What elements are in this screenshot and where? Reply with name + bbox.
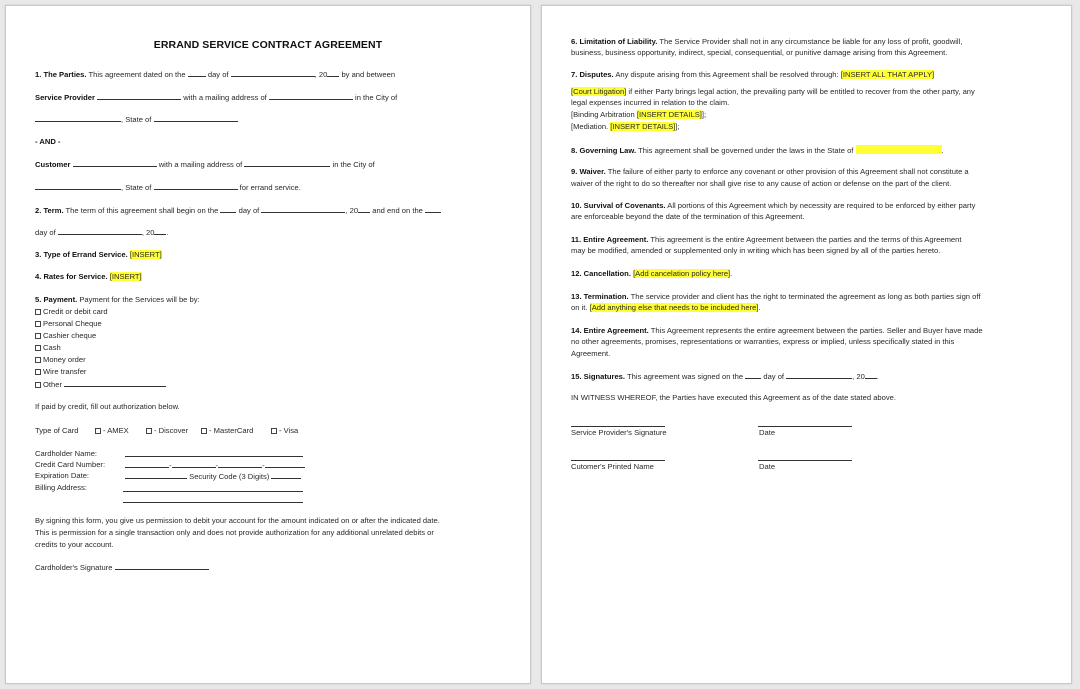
signatures-heading: 15. Signatures. [571,372,626,381]
security-code-label: Security Code (3 Digits) [189,472,270,481]
term-end-day-blank[interactable] [425,205,441,213]
provider-date-blank[interactable] [758,426,852,427]
billing-address-blank-1[interactable] [123,491,303,492]
provider-city-blank[interactable] [35,114,121,122]
survival-line-1: 10. Survival of Covenants. All portions of this Agreement which by necessity are required to be enforced by either party [571,201,976,210]
survival-heading: 10. Survival of Covenants. [571,201,666,210]
page-left [5,5,531,684]
cancellation-heading: 12. Cancellation. [571,269,631,278]
court-litigation-line: [Court Litigation] if either Party brings legal action, the prevailing party will be entitled to recover from the other party, any [571,87,975,96]
disputes-insert-placeholder[interactable]: [INSERT ALL THAT APPLY] [840,70,935,79]
card-type-discover[interactable]: - Discover [146,426,188,436]
signed-day-blank[interactable] [745,371,761,379]
cardholder-signature-line [35,562,209,573]
billing-address-label: Billing Address: [35,483,87,492]
customer-city-blank[interactable] [35,182,121,190]
cardholder-signature-blank[interactable] [115,562,209,570]
term-start-month-blank[interactable] [261,205,345,213]
card-number-blank[interactable]: - - - [125,460,305,471]
rates-line [35,272,142,282]
mediation-insert-placeholder[interactable]: [INSERT DETAILS] [610,122,676,131]
security-code-blank[interactable] [271,471,301,479]
checkbox-icon[interactable] [35,309,41,315]
payment-line: 5. Payment. Payment for the Services will be by: [35,295,200,304]
checkbox-icon[interactable] [35,321,41,327]
disputes-heading: 7. Disputes. [571,70,614,79]
year-blank[interactable] [327,69,339,77]
checkbox-icon[interactable] [35,345,41,351]
cardholder-name-label: Cardholder Name: [35,449,98,458]
provider-date-label: Date [759,428,776,437]
term-line-1: 2. Term. The term of this agreement shall begin on the day of , 20 and end on the [35,205,441,216]
court-litigation-line-2: legal expenses incurred in relation to the claim. [571,98,730,107]
authorization-line-1: By signing this form, you give us permission to debit your account for the amount indicated on or after the indicated date. [35,516,440,525]
expiration-blank[interactable] [125,471,187,479]
entire-agreement-2-line-1: 14. Entire Agreement. This Agreement represents the entire agreement between the parties. Seller and Buyer have made [571,326,983,335]
checkbox-icon[interactable] [146,428,152,434]
customer-date-blank[interactable] [758,460,852,461]
authorization-line-2: This is permission for a single transaction only and does not provide authorization for any additional unrelated debits or [35,528,434,537]
document-title: ERRAND SERVICE CONTRACT AGREEMENT [153,39,383,51]
witness-statement: IN WITNESS WHEREOF, the Parties have executed this Agreement as of the date stated above. [571,393,896,402]
parties-line-1: 1. The Parties. This agreement dated on the day of , 20 by and between [35,70,396,79]
payment-option[interactable]: Wire transfer [35,367,86,377]
type-of-service-line [35,250,162,260]
binding-arbitration-line: [Binding Arbitration [INSERT DETAILS]]; [571,110,707,119]
state-highlight-blank[interactable] [856,145,942,154]
provider-name-blank[interactable] [97,92,181,100]
signatures-line: 15. Signatures. This agreement was signed on the day of , 20 . [571,372,879,381]
governing-law-line: 8. Governing Law. This agreement shall be governed under the laws in the State of . [571,146,944,155]
customer-address-blank[interactable] [244,159,330,167]
rates-insert-placeholder[interactable]: [INSERT] [109,272,142,281]
termination-line-2: on it. [Add anything else that needs to be included here]. [571,303,761,312]
provider-address-blank[interactable] [269,92,353,100]
customer-label: Customer [35,160,71,169]
checkbox-icon[interactable] [271,428,277,434]
entire-agreement-2-heading: 14. Entire Agreement. [571,326,649,335]
cardholder-name-blank[interactable] [125,456,303,457]
payment-option[interactable]: Cashier cheque [35,331,96,341]
expiration-row [125,471,301,482]
court-litigation-placeholder[interactable]: [Court Litigation] [571,87,627,96]
parties-heading: 1. The Parties. [35,70,87,79]
entire-agreement-line-1: 11. Entire Agreement. This agreement is the entire Agreement between the parties and the terms of this Agreement [571,235,962,244]
card-type-mastercard[interactable]: - MasterCard [201,426,253,436]
credit-note: If paid by credit, fill out authorization below. [35,402,180,411]
checkbox-icon[interactable] [35,357,41,363]
customer-state-blank[interactable] [154,182,238,190]
cancellation-insert-placeholder[interactable]: [Add cancelation policy here] [633,269,731,278]
signed-month-blank[interactable] [786,371,852,379]
expiration-label: Expiration Date: [35,471,90,480]
card-type-visa[interactable]: - Visa [271,426,298,436]
type-heading: 3. Type of Errand Service. [35,250,128,259]
term-end-year-blank[interactable] [154,227,166,235]
entire-agreement-2-line-2: no other agreements, promises, representations or warranties, express or implied, unless specifically stated in this [571,337,955,346]
checkbox-icon[interactable] [35,333,41,339]
checkbox-icon[interactable] [35,382,41,388]
payment-option[interactable]: Personal Cheque [35,319,102,329]
payment-option[interactable]: Other [35,379,166,390]
card-number-label: Credit Card Number: [35,460,106,469]
survival-line-2: are enforceable beyond the date of the termination of this Agreement. [571,212,805,221]
card-type-amex[interactable]: - AMEX [95,426,129,436]
customer-state-line: , State of for errand service. [35,182,301,193]
entire-agreement-heading: 11. Entire Agreement. [571,235,649,244]
customer-name-blank[interactable] [571,460,665,461]
customer-line: Customer with a mailing address of in the City of [35,160,375,169]
cancellation-line: 12. Cancellation. [Add cancelation policy here]. [571,269,733,278]
binding-insert-placeholder[interactable]: [INSERT DETAILS] [636,110,702,119]
and-separator: - AND - [35,137,61,146]
termination-line-1: 13. Termination. The service provider and client has the right to terminated the agreement as long as both parties sign off [571,292,981,301]
term-start-year-blank[interactable] [358,205,370,213]
liability-heading: 6. Limitation of Liability. [571,37,658,46]
entire-agreement-2-line-3: Agreement. [571,349,611,358]
authorization-line-3: credits to your account. [35,540,114,549]
service-provider-line: Service Provider with a mailing address of in the City of [35,93,398,102]
waiver-line-2: waiver of the right to do so thereafter nor shall give rise to any cause of action or defense on the part of the client. [571,179,952,188]
signed-year-blank[interactable] [865,371,877,379]
other-payment-blank[interactable] [64,379,166,387]
service-provider-label: Service Provider [35,93,95,102]
mediation-line: [Mediation. [INSERT DETAILS]]; [571,122,680,131]
payment-heading: 5. Payment. [35,295,78,304]
checkbox-icon[interactable] [35,369,41,375]
customer-name-blank[interactable] [73,159,157,167]
customer-date-label: Date [759,462,776,471]
provider-signature-label: Service Provider's Signature [571,428,667,437]
billing-address-blank-2[interactable] [123,502,303,503]
payment-option[interactable]: Credit or debit card [35,307,108,317]
cardholder-signature-label: Cardholder's Signature [35,563,113,572]
term-line-2: day of , 20 . [35,228,169,237]
term-end-month-blank[interactable] [58,227,142,235]
waiver-line-1: 9. Waiver. The failure of either party to enforce any covenant or other provision of this Agreement shall not constitute a [571,167,969,176]
termination-insert-placeholder[interactable]: [Add anything else that needs to be included here] [589,303,759,312]
page-right [541,5,1072,684]
term-heading: 2. Term. [35,206,64,215]
checkbox-icon[interactable] [95,428,101,434]
month-blank[interactable] [231,69,315,77]
payment-option[interactable]: Money order [35,355,86,365]
waiver-heading: 9. Waiver. [571,167,606,176]
entire-agreement-line-2: may be modified, amended or supplemented only in writing which has been signed by all of the parties hereto. [571,246,941,255]
termination-heading: 13. Termination. [571,292,629,301]
day-blank[interactable] [188,69,206,77]
provider-signature-blank[interactable] [571,426,665,427]
type-insert-placeholder[interactable]: [INSERT] [129,250,162,259]
liability-line-2: business, business opportunity, indirect, special, consequential, or punitive damage arising from this Agreement. [571,48,948,57]
term-start-day-blank[interactable] [220,205,236,213]
card-type-label: Type of Card [35,426,79,435]
governing-law-heading: 8. Governing Law. [571,146,637,155]
payment-option[interactable]: Cash [35,343,61,353]
provider-state-blank[interactable] [154,114,238,122]
rates-heading: 4. Rates for Service. [35,272,108,281]
provider-state-line: , State of [35,114,238,125]
disputes-line-1: 7. Disputes. Any dispute arising from this Agreement shall be resolved through: [INSERT ALL THAT APPLY] [571,70,935,79]
liability-line-1: 6. Limitation of Liability. The Service Provider shall not in any circumstance be liable for any loss of profit, goodwill, [571,37,963,46]
checkbox-icon[interactable] [201,428,207,434]
customer-name-label: Cutomer's Printed Name [571,462,654,471]
